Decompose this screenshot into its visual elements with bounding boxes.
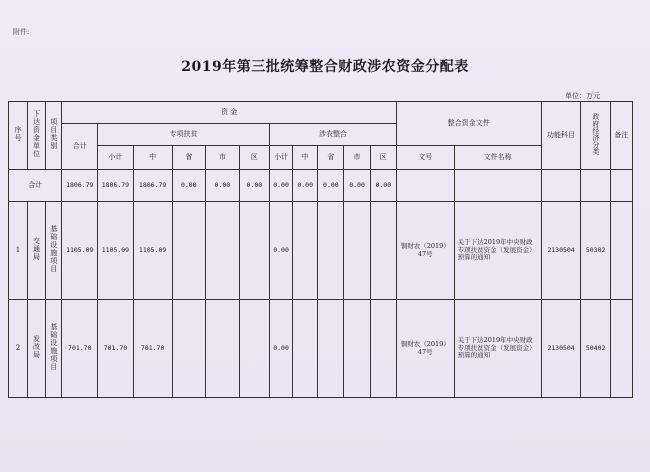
row-unit: 发改局: [27, 300, 45, 398]
row-func-subject: 2130504: [541, 300, 581, 398]
header-seq: 序号: [9, 102, 28, 170]
header-ag-central: 中: [293, 146, 318, 170]
row-total: 701.70: [62, 300, 98, 398]
header-ag-city: 市: [344, 146, 370, 170]
row-doc-no: 铜财农（2019）47号: [396, 300, 454, 398]
totals-sp-central: 1806.79: [133, 170, 172, 202]
totals-sp-city: 0.00: [206, 170, 240, 202]
header-special: 专项扶贫: [98, 124, 270, 146]
row-category: 基础设施项目: [45, 202, 62, 300]
row-sp-central: 701.70: [133, 300, 172, 398]
totals-row: [9, 170, 633, 202]
header-agri: 涉农整合: [270, 124, 397, 146]
row-ag-subtotal: 0.00: [270, 202, 293, 300]
header-unit: 下达资金单位: [27, 102, 45, 170]
header-doc-group: 整合资金文件: [396, 102, 541, 146]
header-total: 合计: [62, 124, 98, 170]
totals-ag-central: 0.00: [293, 170, 318, 202]
table-row: [9, 202, 633, 300]
row-ag-subtotal: 0.00: [270, 300, 293, 398]
totals-total: 1806.79: [62, 170, 98, 202]
attachment-label: 附件:: [13, 28, 30, 36]
header-func-subject: 功能科目: [541, 102, 581, 170]
header-category: 项目类别: [45, 102, 62, 170]
totals-sp-province: 0.00: [172, 170, 206, 202]
header-ag-subtotal: 小计: [270, 146, 293, 170]
header-doc-no: 文号: [396, 146, 454, 170]
totals-sp-subtotal: 1806.79: [98, 170, 134, 202]
header-sp-central: 中: [133, 146, 172, 170]
unit-label: 单位：万元: [565, 92, 600, 100]
header-econ-class: 政府经济分类: [581, 102, 610, 170]
row-doc-name: 关于下达2019年中央财政专项扶贫资金（发展资金）预算的通知: [454, 300, 541, 398]
header-sp-district: 区: [239, 146, 269, 170]
row-econ-class: 50302: [581, 202, 610, 300]
allocation-table: [8, 101, 633, 398]
totals-ag-district: 0.00: [370, 170, 396, 202]
header-funds: 资 金: [62, 102, 396, 124]
row-total: 1105.09: [62, 202, 98, 300]
header-sp-city: 市: [206, 146, 240, 170]
header-remark: 备注: [610, 102, 632, 170]
totals-ag-province: 0.00: [318, 170, 344, 202]
row-sp-subtotal: 1105.09: [98, 202, 134, 300]
totals-sp-district: 0.00: [239, 170, 269, 202]
row-category: 基础设施项目: [45, 300, 62, 398]
header-sp-subtotal: 小计: [98, 146, 134, 170]
header-ag-district: 区: [370, 146, 396, 170]
row-seq: 1: [9, 202, 28, 300]
totals-ag-city: 0.00: [344, 170, 370, 202]
row-doc-name: 关于下达2019年中央财政专项扶贫资金（发展资金）预算的通知: [454, 202, 541, 300]
table-row: [9, 300, 633, 398]
row-unit: 交通局: [27, 202, 45, 300]
row-doc-no: 铜财农（2019）47号: [396, 202, 454, 300]
page-title: 2019年第三批统筹整合财政涉农资金分配表: [181, 59, 469, 75]
totals-ag-subtotal: 0.00: [270, 170, 293, 202]
header-sp-province: 省: [172, 146, 206, 170]
row-sp-subtotal: 701.70: [98, 300, 134, 398]
header-ag-province: 省: [318, 146, 344, 170]
row-seq: 2: [9, 300, 28, 398]
row-func-subject: 2130504: [541, 202, 581, 300]
header-doc-name: 文件名称: [454, 146, 541, 170]
totals-label: 合计: [9, 170, 62, 202]
row-econ-class: 50402: [581, 300, 610, 398]
row-sp-central: 1105.09: [133, 202, 172, 300]
